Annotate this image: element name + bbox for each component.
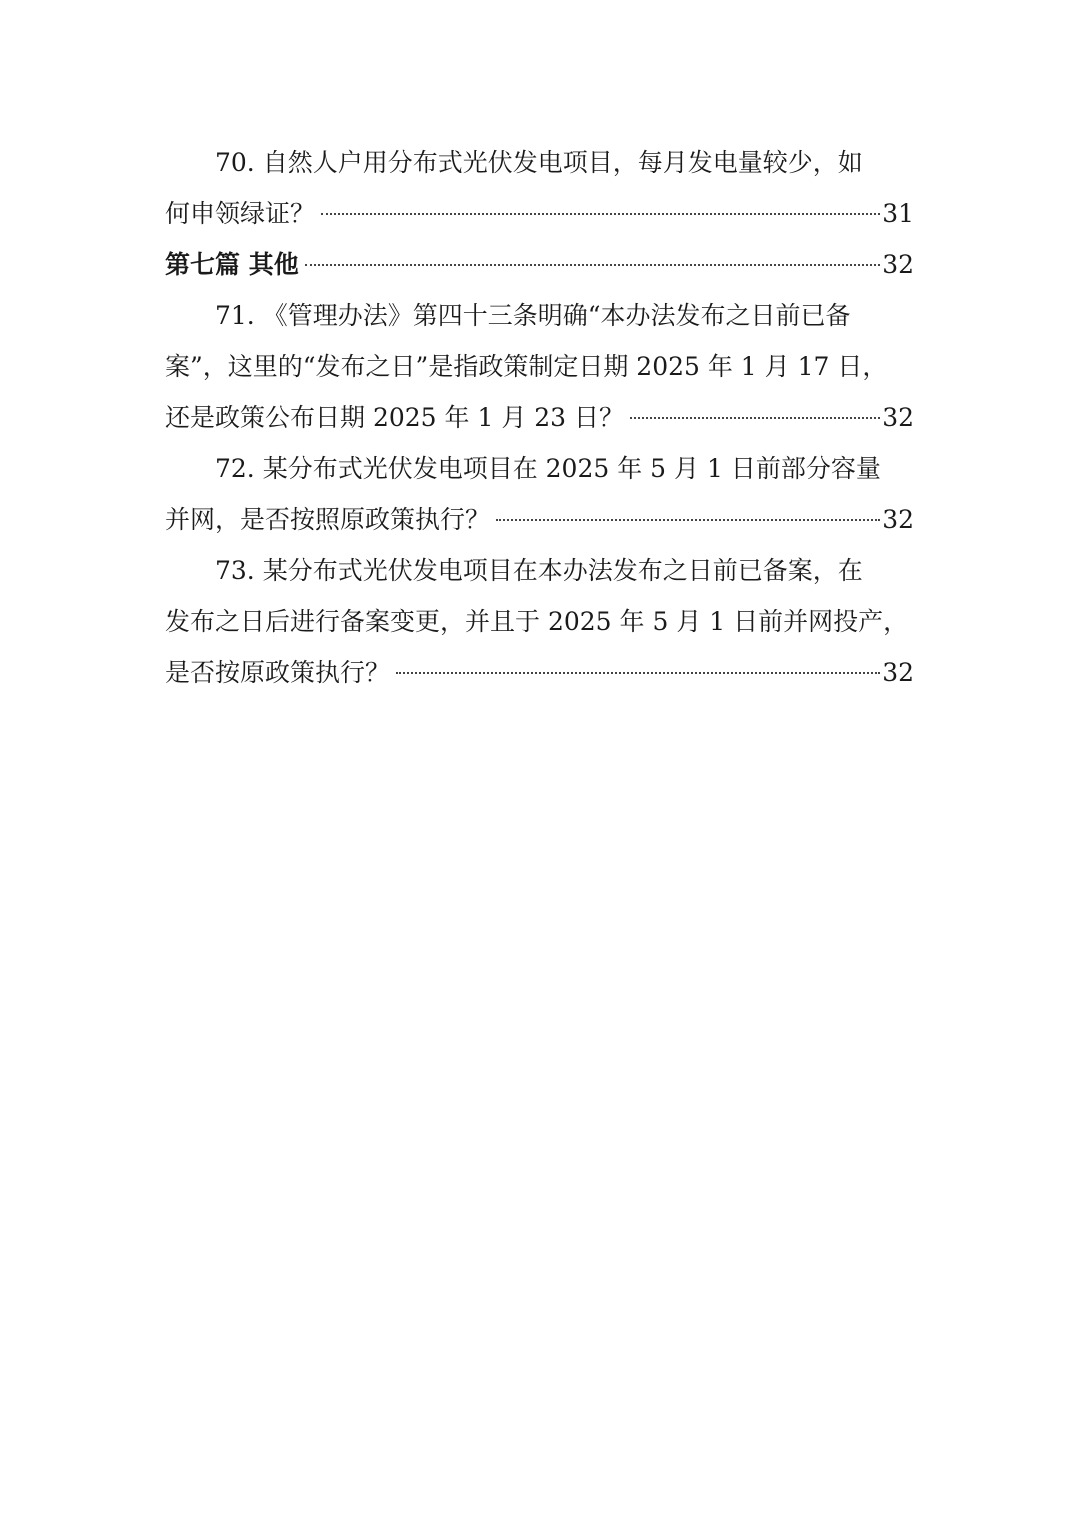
toc-entry-line: 发布之日后进行备案变更，并且于 2025 年 5 月 1 日前并网投产， <box>165 607 909 636</box>
toc-entry-last-line <box>165 494 914 545</box>
toc-entry-last-line <box>165 239 914 290</box>
page-number: 32 <box>882 658 914 687</box>
toc-entry-71[interactable] <box>165 290 914 443</box>
toc-entry-last-line <box>165 392 914 443</box>
toc-entry-text: 何申领绿证？ <box>165 199 316 228</box>
page-number: 32 <box>882 505 914 534</box>
toc-entry-line: 73. 某分布式光伏发电项目在本办法发布之日前已备案，在 <box>215 556 863 585</box>
toc-entry-text: 还是政策公布日期 2025 年 1 月 23 日？ <box>165 403 625 432</box>
page-number: 32 <box>882 250 914 279</box>
toc-entry-line: 案”，这里的“发布之日”是指政策制定日期 2025 年 1 月 17 日， <box>165 352 888 381</box>
dot-leader <box>630 417 880 419</box>
page-number: 31 <box>882 199 914 228</box>
toc-chapter-7[interactable] <box>165 239 914 290</box>
chapter-title: 第七篇 其他 <box>165 250 299 279</box>
dot-leader <box>321 213 880 215</box>
toc-entry-70[interactable] <box>165 137 914 239</box>
dot-leader <box>496 519 880 521</box>
toc-entry-line: 71. 《管理办法》第四十三条明确“本办法发布之日前已备 <box>215 301 851 330</box>
toc-entry-73[interactable] <box>165 545 914 698</box>
dot-leader <box>305 264 880 266</box>
toc-entry-text: 并网，是否按照原政策执行？ <box>165 505 491 534</box>
toc-entry-text: 是否按原政策执行？ <box>165 658 391 687</box>
toc-entry-last-line <box>165 647 914 698</box>
dot-leader <box>396 672 880 674</box>
toc-entry-line: 72. 某分布式光伏发电项目在 2025 年 5 月 1 日前部分容量 <box>215 454 881 483</box>
toc-entry-line: 70. 自然人户用分布式光伏发电项目，每月发电量较少，如 <box>215 148 863 177</box>
table-of-contents <box>165 137 914 698</box>
toc-entry-last-line <box>165 188 914 239</box>
page-number: 32 <box>882 403 914 432</box>
toc-entry-72[interactable] <box>165 443 914 545</box>
